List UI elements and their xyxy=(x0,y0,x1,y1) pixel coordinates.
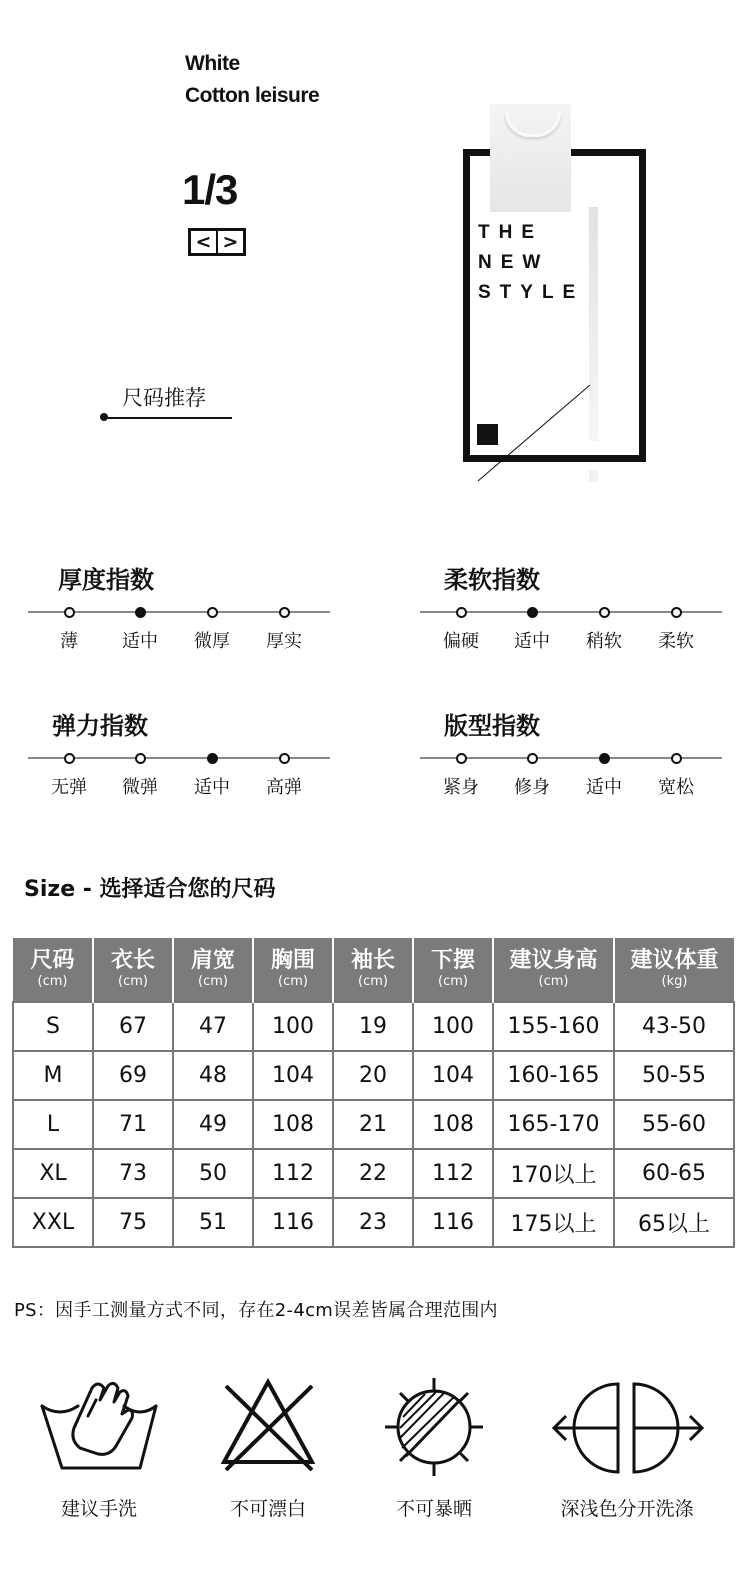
index-dot xyxy=(456,753,467,764)
table-cell: L xyxy=(13,1100,93,1149)
index-dot xyxy=(64,607,75,618)
table-cell: 65以上 xyxy=(614,1198,734,1247)
table-cell: M xyxy=(13,1051,93,1100)
size-header-unit: (cm) xyxy=(37,973,68,989)
table-cell: 47 xyxy=(173,1002,253,1051)
size-table-body xyxy=(13,1002,734,1247)
size-header-label: 肩宽 xyxy=(190,947,235,973)
size-table xyxy=(12,938,735,1248)
table-cell: 20 xyxy=(333,1051,413,1100)
size-header-cell xyxy=(333,938,413,1002)
section-label: 尺码推荐 xyxy=(122,386,206,410)
table-cell: 67 xyxy=(93,1002,173,1051)
table-cell: 155-160 xyxy=(493,1002,614,1051)
table-cell: 104 xyxy=(253,1051,333,1100)
index-dot xyxy=(135,753,146,764)
title-line-1: White xyxy=(185,52,240,75)
index-title: 厚度指数 xyxy=(58,566,154,594)
table-row xyxy=(13,1149,734,1198)
index-dot xyxy=(279,607,290,618)
index-option-label: 宽松 xyxy=(658,777,694,798)
table-cell: 21 xyxy=(333,1100,413,1149)
size-header-unit: (cm) xyxy=(198,973,228,989)
size-header-label: 袖长 xyxy=(350,947,395,973)
index-option-label: 适中 xyxy=(586,777,622,798)
index-option-label: 高弹 xyxy=(266,777,302,798)
index-option-label: 适中 xyxy=(514,631,550,652)
index-dot xyxy=(64,753,75,764)
table-cell: 71 xyxy=(93,1100,173,1149)
size-header-label: 衣长 xyxy=(110,947,155,973)
size-header-unit: (cm) xyxy=(278,973,308,989)
care-label-hand-wash: 建议手洗 xyxy=(60,1498,137,1520)
size-header-cell xyxy=(614,938,734,1002)
size-heading: Size - 选择适合您的尺码 xyxy=(24,877,276,902)
table-cell: XL xyxy=(13,1149,93,1198)
table-cell: 48 xyxy=(173,1051,253,1100)
table-cell: 175以上 xyxy=(493,1198,614,1247)
measurement-note: PS：因手工测量方式不同，存在2-4cm误差皆属合理范围内 xyxy=(14,1300,498,1321)
table-row xyxy=(13,1198,734,1247)
size-header-unit: (kg) xyxy=(661,973,688,989)
table-cell: 108 xyxy=(413,1100,493,1149)
table-cell: 104 xyxy=(413,1051,493,1100)
index-dot xyxy=(527,753,538,764)
size-header-label: 下摆 xyxy=(430,947,475,973)
index-title: 版型指数 xyxy=(444,712,540,740)
size-header-cell xyxy=(493,938,614,1002)
index-dot-selected xyxy=(527,607,538,618)
table-cell: 100 xyxy=(413,1002,493,1051)
table-cell: 170以上 xyxy=(493,1149,614,1198)
index-dot xyxy=(456,607,467,618)
care-label-separate-wash: 深浅色分开洗涤 xyxy=(560,1498,694,1520)
no-sun-icon xyxy=(385,1378,483,1476)
index-option-label: 稍软 xyxy=(586,631,622,652)
size-header-cell xyxy=(173,938,253,1002)
index-dot-selected xyxy=(135,607,146,618)
table-cell: S xyxy=(13,1002,93,1051)
index-dot xyxy=(207,607,218,618)
size-header-cell xyxy=(13,938,93,1002)
index-option-label: 柔软 xyxy=(658,631,694,652)
size-header-cell xyxy=(253,938,333,1002)
size-header-unit: (cm) xyxy=(118,973,148,989)
graphic-text-line: STYLE xyxy=(478,282,585,303)
table-cell: 55-60 xyxy=(614,1100,734,1149)
index-dot xyxy=(671,607,682,618)
index-dot-selected xyxy=(599,753,610,764)
table-cell: 165-170 xyxy=(493,1100,614,1149)
graphic-text-line: NEW xyxy=(478,252,550,273)
table-row xyxy=(13,1002,734,1051)
pager-count: 1/3 xyxy=(182,166,238,213)
size-header-label: 建议体重 xyxy=(630,947,719,973)
size-header-cell xyxy=(93,938,173,1002)
prev-arrow-button[interactable]: < xyxy=(195,231,212,253)
table-cell: 69 xyxy=(93,1051,173,1100)
index-option-label: 薄 xyxy=(60,631,78,652)
size-header-unit: (cm) xyxy=(438,973,468,989)
table-cell: 116 xyxy=(253,1198,333,1247)
title-line-2: Cotton leisure xyxy=(185,84,320,107)
table-cell: 108 xyxy=(253,1100,333,1149)
size-header-unit: (cm) xyxy=(358,973,388,989)
index-title: 柔软指数 xyxy=(444,566,540,594)
table-cell: 160-165 xyxy=(493,1051,614,1100)
index-option-label: 厚实 xyxy=(266,631,302,652)
separate-wash-icon xyxy=(554,1384,702,1472)
no-bleach-icon xyxy=(224,1382,312,1470)
table-row xyxy=(13,1100,734,1149)
index-option-label: 适中 xyxy=(194,777,230,798)
table-cell: 43-50 xyxy=(614,1002,734,1051)
table-cell: 60-65 xyxy=(614,1149,734,1198)
next-arrow-button[interactable]: > xyxy=(216,231,243,253)
table-cell: 112 xyxy=(413,1149,493,1198)
size-header-label: 胸围 xyxy=(270,947,315,973)
care-label-no-sun: 不可暴晒 xyxy=(395,1498,472,1520)
index-option-label: 适中 xyxy=(122,631,158,652)
table-cell: 50-55 xyxy=(614,1051,734,1100)
table-cell: 23 xyxy=(333,1198,413,1247)
index-dot xyxy=(599,607,610,618)
size-header-label: 建议身高 xyxy=(509,947,598,973)
table-cell: 73 xyxy=(93,1149,173,1198)
index-option-label: 无弹 xyxy=(51,777,87,798)
table-cell: 75 xyxy=(93,1198,173,1247)
table-cell: 112 xyxy=(253,1149,333,1198)
hand-wash-icon xyxy=(42,1383,156,1468)
table-cell: 49 xyxy=(173,1100,253,1149)
graphic-text-line: THE xyxy=(478,222,543,243)
index-dot xyxy=(671,753,682,764)
table-cell: 116 xyxy=(413,1198,493,1247)
table-cell: 19 xyxy=(333,1002,413,1051)
table-row xyxy=(13,1051,734,1100)
index-option-label: 紧身 xyxy=(443,777,479,798)
size-header-unit: (cm) xyxy=(538,973,569,989)
index-option-label: 修身 xyxy=(514,777,550,798)
index-option-label: 偏硬 xyxy=(443,631,479,652)
index-option-label: 微厚 xyxy=(194,631,230,652)
care-label-no-bleach: 不可漂白 xyxy=(229,1498,306,1520)
size-header-cell xyxy=(413,938,493,1002)
size-table-header xyxy=(13,938,734,1002)
size-header-label: 尺码 xyxy=(30,947,75,973)
index-option-label: 微弹 xyxy=(122,777,158,798)
table-cell: XXL xyxy=(13,1198,93,1247)
index-title: 弹力指数 xyxy=(52,712,148,740)
table-cell: 50 xyxy=(173,1149,253,1198)
care-icons xyxy=(0,1370,750,1485)
table-cell: 22 xyxy=(333,1149,413,1198)
index-dot xyxy=(279,753,290,764)
table-cell: 51 xyxy=(173,1198,253,1247)
diagonal-line xyxy=(0,0,750,500)
index-dot-selected xyxy=(207,753,218,764)
table-cell: 100 xyxy=(253,1002,333,1051)
